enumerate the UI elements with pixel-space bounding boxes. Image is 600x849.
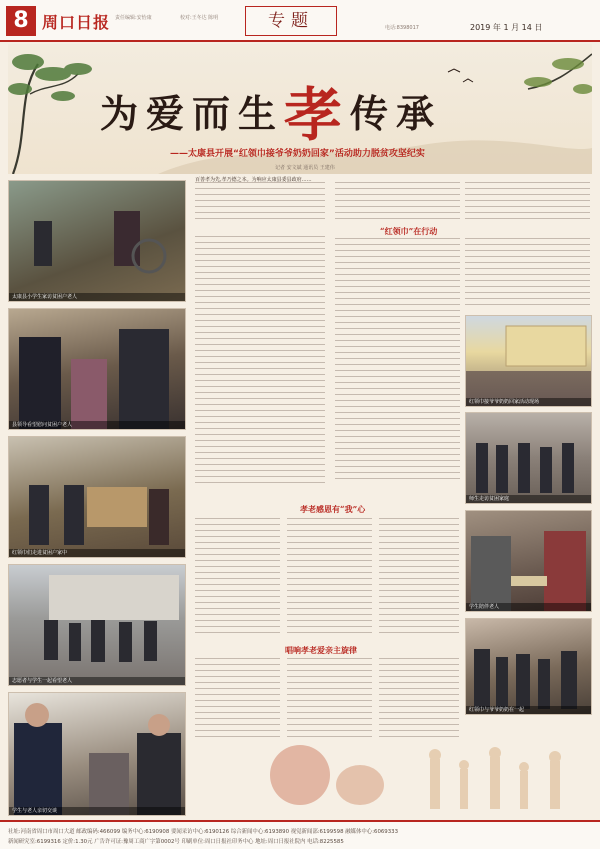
- section-3-title: 唱响孝老爱亲主旋律: [285, 645, 357, 655]
- intro-col-1: [195, 182, 325, 222]
- s1-col-3: [465, 238, 590, 308]
- s3-col-3: [379, 658, 459, 738]
- s2-col-2: [287, 518, 372, 638]
- headline: 为爱而生孝传承: [100, 81, 443, 149]
- photo-4-caption: 志愿者与学生一起看望老人: [9, 677, 185, 685]
- editor-info: 责任编辑:安怡康: [115, 15, 152, 21]
- s3-col-1: [195, 658, 280, 738]
- photo-4: [8, 564, 186, 686]
- headline-highlight: 孝: [284, 81, 351, 149]
- section-2-title: 孝老感恩有“我”心: [300, 504, 366, 514]
- photo-2-caption: 县领导看望慰问贫困户老人: [9, 421, 185, 429]
- byline: 记者 安文斌 通讯员 王建伟: [275, 165, 335, 171]
- s1-col-2: [335, 238, 460, 484]
- subheadline: ——太康县开展“红领巾接爷爷奶奶回家”活动助力脱贫攻坚纪实: [170, 149, 425, 159]
- photo-5-caption: 学生与老人亲切交谈: [9, 807, 185, 815]
- footer-line-2: 新闻研究室:6199316 定价:1.30元 广告许可证:豫周工商广字第0002号 印刷单位:周口日报社印务中心 地址:周口日报社院内 电话:8225585: [8, 839, 344, 845]
- photo-7: [465, 412, 592, 504]
- photo-7-caption: 师生走访贫困家庭: [466, 495, 591, 503]
- masthead: [0, 0, 600, 42]
- intro-col-3: [465, 182, 590, 222]
- s1-col-1: [195, 236, 325, 484]
- footer: [0, 820, 600, 849]
- photo-1: [8, 180, 186, 302]
- photo-3: [8, 436, 186, 558]
- s2-col-1: [195, 518, 280, 638]
- photo-1-caption: 太康县小学生家访贫困户老人: [9, 293, 185, 301]
- intro-col-2: [335, 182, 460, 222]
- photo-6-caption: 红领巾接爷爷奶奶回家活动现场: [466, 398, 591, 406]
- paper-name: 周口日报: [42, 13, 111, 32]
- s2-col-3: [379, 518, 459, 638]
- s3-col-2: [287, 658, 372, 738]
- photo-5: [8, 692, 186, 816]
- intro-excerpt: 百善孝为先,孝乃德之本。为响应太康县委县政府……: [195, 177, 312, 183]
- photo-8: [465, 510, 592, 612]
- photo-9-caption: 红领巾与爷爷奶奶在一起: [466, 706, 591, 714]
- silhouette-decoration-icon: [190, 745, 595, 817]
- footer-line-1: 社址:河南省周口市周口大道 邮政编码:466099 编务中心:6190908 要闻采访中心:6190126 综合新闻中心:6193890 视觉新闻部:6199598 融媒体中心:6069333: [8, 829, 399, 835]
- issue-date: 2019 年 1 月 14 日: [470, 23, 543, 32]
- section-title: 专题: [245, 6, 337, 36]
- photo-9: [465, 618, 592, 715]
- section-1-title: “红领巾”在行动: [380, 226, 438, 236]
- photo-6: [465, 315, 592, 407]
- contact-info: 电话:8398017: [385, 25, 419, 31]
- photo-2: [8, 308, 186, 430]
- proof-info: 校对:王冬达 陈明: [180, 15, 219, 21]
- page-number: 8: [6, 6, 36, 36]
- photo-3-caption: 红领巾们走进贫困户家中: [9, 549, 185, 557]
- photo-8-caption: 学生陪伴老人: [466, 603, 591, 611]
